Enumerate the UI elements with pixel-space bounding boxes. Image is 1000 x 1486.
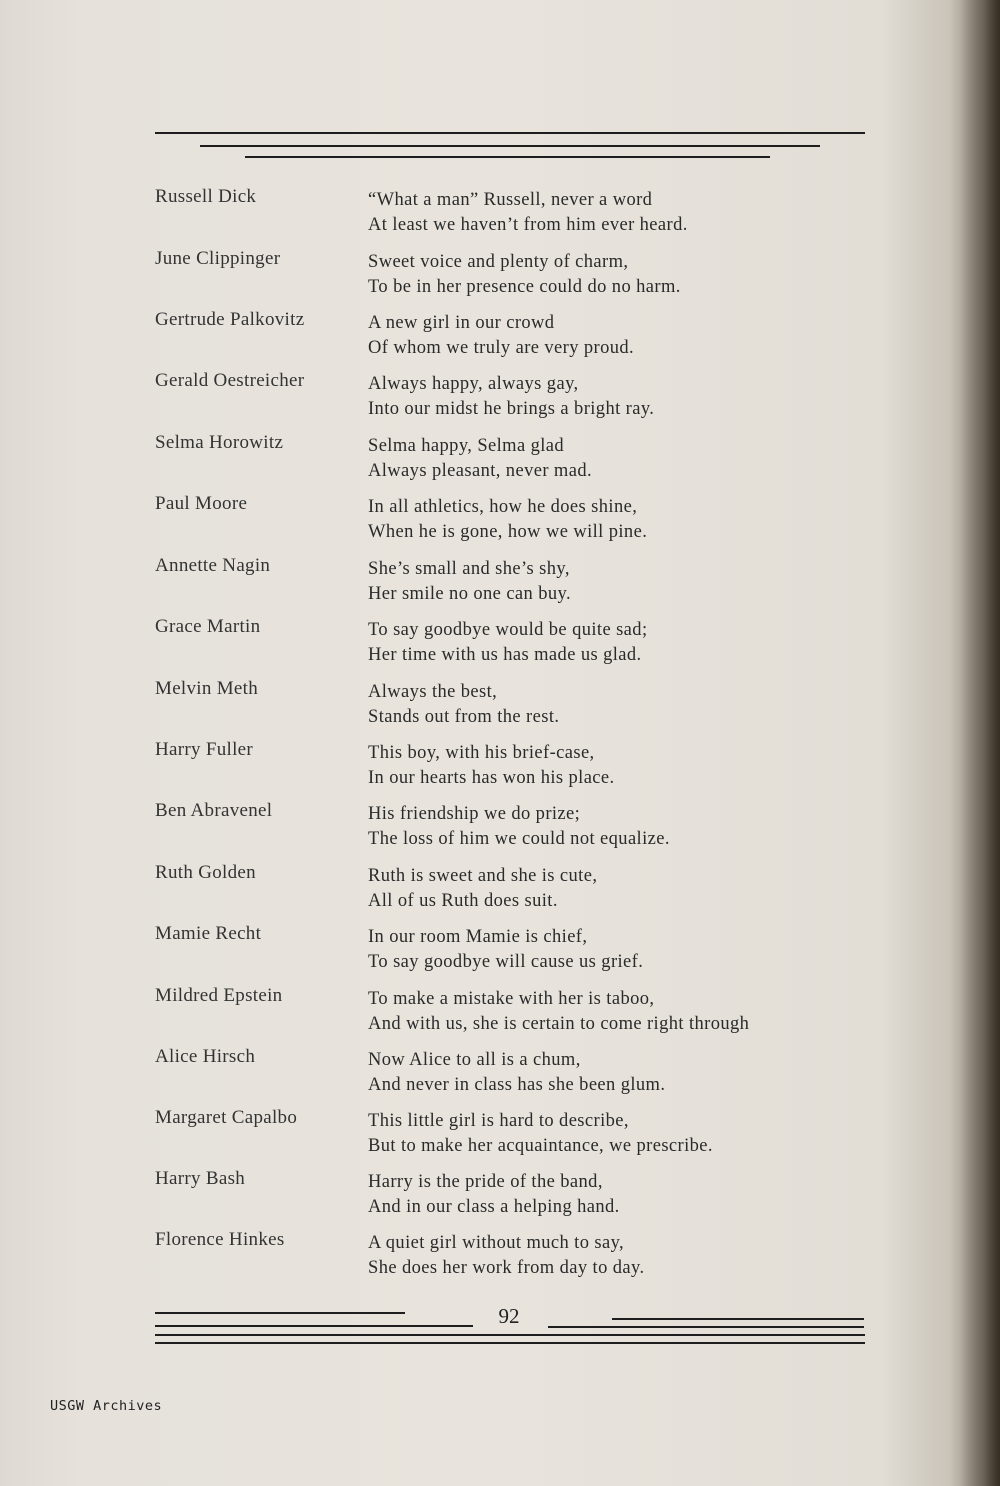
bottom-rule-left: [155, 1325, 473, 1327]
top-rule-2: [200, 145, 820, 147]
verse-line: She does her work from day to day.: [368, 1258, 645, 1278]
list-item: [0, 248, 1000, 304]
list-item: [0, 800, 1000, 856]
verse-line: When he is gone, how we will pine.: [368, 522, 648, 542]
student-name: Selma Horowitz: [155, 432, 284, 453]
verse: [368, 311, 634, 361]
verse-line: “What a man” Russell, never a word: [368, 190, 653, 210]
list-item: [0, 1107, 1000, 1163]
list-item: [0, 432, 1000, 488]
verse: [368, 372, 654, 422]
list-item: [0, 1168, 1000, 1224]
verse: [368, 864, 597, 914]
student-name: Annette Nagin: [155, 555, 271, 576]
verse-line: To make a mistake with her is taboo,: [368, 989, 655, 1009]
student-name: Ben Abravenel: [155, 800, 273, 821]
verse-line: A quiet girl without much to say,: [368, 1233, 625, 1253]
bottom-rule-left-short: [155, 1312, 405, 1314]
verse: [368, 495, 647, 545]
student-name: Mildred Epstein: [155, 985, 283, 1006]
verse-line: Ruth is sweet and she is cute,: [368, 866, 598, 886]
list-item: [0, 186, 1000, 242]
student-name: Grace Martin: [155, 616, 261, 637]
archive-label: USGW Archives: [50, 1398, 163, 1414]
verse-line: Her smile no one can buy.: [368, 584, 571, 604]
student-name: Alice Hirsch: [155, 1046, 256, 1067]
list-item: [0, 985, 1000, 1041]
list-item: [0, 493, 1000, 549]
student-name: Margaret Capalbo: [155, 1107, 298, 1128]
list-item: [0, 616, 1000, 672]
verse: [368, 188, 688, 238]
verse-line: Sweet voice and plenty of charm,: [368, 252, 629, 272]
verse: [368, 741, 615, 791]
verse-line: To say goodbye would be quite sad;: [368, 620, 648, 640]
student-name: Melvin Meth: [155, 678, 259, 699]
student-name: Ruth Golden: [155, 862, 256, 883]
verse: [368, 1048, 665, 1098]
verse: [368, 1109, 713, 1159]
student-name: Gertrude Palkovitz: [155, 309, 305, 330]
bottom-rule-full-2: [155, 1342, 865, 1344]
verse-line: In our hearts has won his place.: [368, 768, 615, 788]
verse: [368, 434, 592, 484]
verse: [368, 802, 670, 852]
verse-line: This little girl is hard to describe,: [368, 1111, 629, 1131]
verse: [368, 925, 643, 975]
student-name: Paul Moore: [155, 493, 248, 514]
list-item: [0, 555, 1000, 611]
verse: [368, 1231, 644, 1281]
verse-line: His friendship we do prize;: [368, 804, 581, 824]
student-name: Russell Dick: [155, 186, 257, 207]
verse-line: And never in class has she been glum.: [368, 1075, 666, 1095]
student-name: Harry Fuller: [155, 739, 254, 760]
verse-line: The loss of him we could not equalize.: [368, 829, 670, 849]
verse-line: Of whom we truly are very proud.: [368, 338, 635, 358]
verse-line: Always the best,: [368, 682, 498, 702]
verse-line: To be in her presence could do no harm.: [368, 277, 681, 297]
student-name: Harry Bash: [155, 1168, 246, 1189]
top-rule-3: [245, 156, 770, 158]
list-item: [0, 370, 1000, 426]
verse-line: Always happy, always gay,: [368, 374, 579, 394]
top-rule-1: [155, 132, 865, 134]
list-item: [0, 862, 1000, 918]
verse-line: She’s small and she’s shy,: [368, 559, 570, 579]
verse-line: Her time with us has made us glad.: [368, 645, 642, 665]
verse-line: And in our class a helping hand.: [368, 1197, 620, 1217]
student-name: June Clippinger: [155, 248, 281, 269]
list-item: [0, 1046, 1000, 1102]
verse: [368, 250, 681, 300]
list-item: [0, 923, 1000, 979]
verse-line: Harry is the pride of the band,: [368, 1172, 603, 1192]
verse: [368, 680, 559, 730]
list-item: [0, 1229, 1000, 1285]
list-item: [0, 678, 1000, 734]
bottom-rule-right: [548, 1326, 864, 1328]
verse-line: This boy, with his brief-case,: [368, 743, 595, 763]
verse: [368, 618, 647, 668]
verse-line: Always pleasant, never mad.: [368, 461, 592, 481]
student-name: Gerald Oestreicher: [155, 370, 305, 391]
list-item: [0, 739, 1000, 795]
bottom-rule-right-short: [612, 1318, 864, 1320]
page-number: 92: [498, 1304, 520, 1328]
verse-line: All of us Ruth does suit.: [368, 891, 558, 911]
verse: [368, 987, 749, 1037]
verse-line: Selma happy, Selma glad: [368, 436, 565, 456]
verse-line: And with us, she is certain to come right through: [368, 1014, 750, 1034]
verse-line: In our room Mamie is chief,: [368, 927, 588, 947]
student-name: Mamie Recht: [155, 923, 262, 944]
verse: [368, 557, 571, 607]
verse-line: Into our midst he brings a bright ray.: [368, 399, 655, 419]
verse-line: Now Alice to all is a chum,: [368, 1050, 581, 1070]
verse-line: To say goodbye will cause us grief.: [368, 952, 644, 972]
student-name: Florence Hinkes: [155, 1229, 285, 1250]
bottom-rule-full-1: [155, 1334, 865, 1336]
list-item: [0, 309, 1000, 365]
verse-line: But to make her acquaintance, we prescribe.: [368, 1136, 713, 1156]
verse-line: At least we haven’t from him ever heard.: [368, 215, 688, 235]
verse-line: In all athletics, how he does shine,: [368, 497, 638, 517]
verse-line: Stands out from the rest.: [368, 707, 560, 727]
verse-line: A new girl in our crowd: [368, 313, 555, 333]
verse: [368, 1170, 620, 1220]
